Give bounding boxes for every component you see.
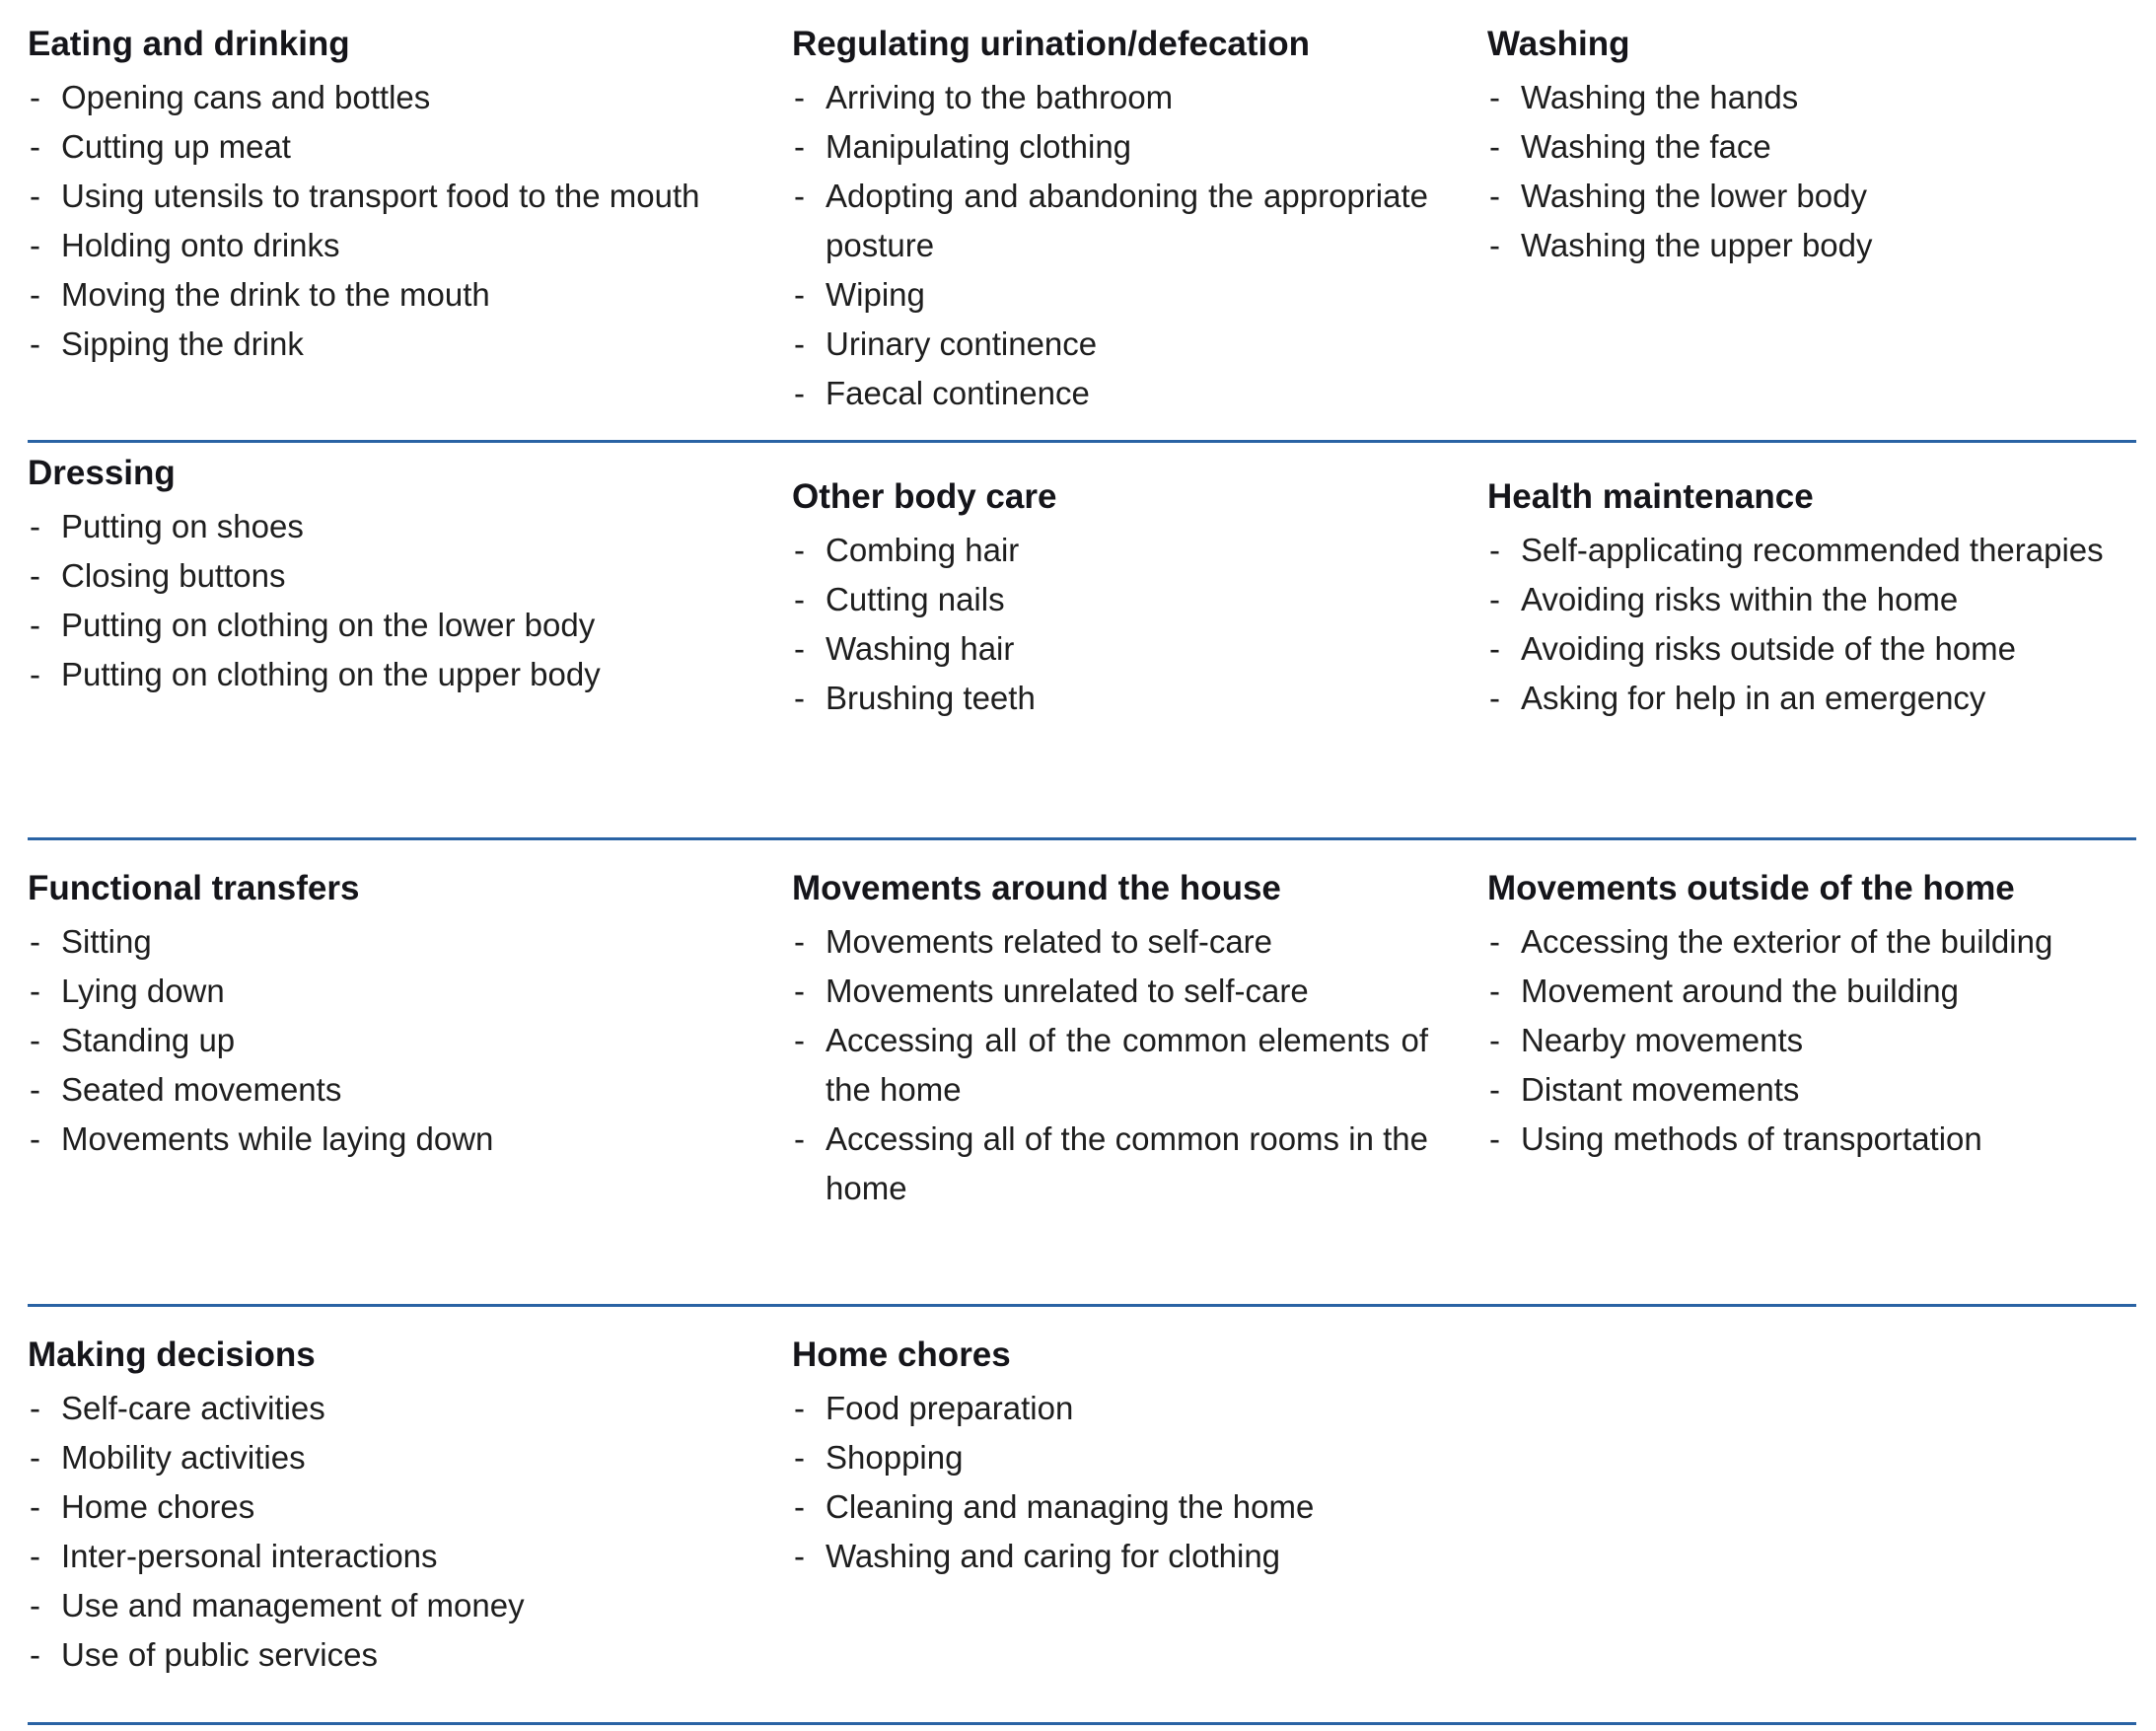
activity-list — [792, 917, 1428, 1213]
activity-item: - Movement around the building — [1487, 967, 2126, 1016]
table-row-4 — [28, 1304, 2136, 1725]
category-dressing — [28, 449, 792, 837]
category-title: Dressing — [28, 454, 176, 492]
category-other-body-care — [792, 449, 1487, 837]
activity-item: - Use of public services — [28, 1630, 733, 1680]
activity-item: - Holding onto drinks — [28, 221, 733, 270]
activity-item: - Washing and caring for clothing — [792, 1532, 1477, 1581]
category-regulating-urination-defecation — [792, 20, 1487, 440]
category-title: Other body care — [792, 477, 1057, 516]
category-title: Eating and drinking — [28, 25, 350, 63]
category-health-maintenance — [1487, 449, 2136, 837]
activity-item: - Distant movements — [1487, 1065, 2126, 1115]
activity-item: - Self-applicating recommended therapies — [1487, 526, 2126, 575]
activity-item: - Using utensils to transport food to the mouth — [28, 172, 733, 221]
activity-item: - Use and management of money — [28, 1581, 733, 1630]
activity-item: - Shopping — [792, 1433, 1477, 1482]
activity-item: - Inter-personal interactions — [28, 1532, 733, 1581]
activity-item: - Urinary continence — [792, 320, 1428, 369]
category-title: Functional transfers — [28, 869, 360, 907]
activity-item: - Manipulating clothing — [792, 122, 1428, 172]
category-home-chores — [792, 1331, 1487, 1722]
activity-item: - Nearby movements — [1487, 1016, 2126, 1065]
activity-item: - Putting on clothing on the upper body — [28, 650, 733, 699]
activity-list — [1487, 73, 2126, 270]
activity-item: - Washing the face — [1487, 122, 2126, 172]
activity-item: - Seated movements — [28, 1065, 733, 1115]
category-title: Washing — [1487, 25, 1630, 63]
activity-item: - Accessing the exterior of the building — [1487, 917, 2126, 967]
activity-list — [28, 917, 733, 1164]
activity-list — [28, 73, 733, 369]
category-title: Health maintenance — [1487, 477, 1814, 516]
activity-item: - Brushing teeth — [792, 674, 1428, 723]
category-eating-and-drinking — [28, 20, 792, 440]
category-movements-outside-of-the-home — [1487, 864, 2136, 1304]
category-title: Movements outside of the home — [1487, 869, 2015, 907]
activity-list — [792, 1384, 1477, 1581]
activity-item: - Home chores — [28, 1482, 733, 1532]
activity-item: - Accessing all of the common elements of the home — [792, 1016, 1428, 1115]
category-making-decisions — [28, 1331, 792, 1722]
activity-item: - Cutting up meat — [28, 122, 733, 172]
activity-item: - Arriving to the bathroom — [792, 73, 1428, 122]
activity-item: - Washing the upper body — [1487, 221, 2126, 270]
activity-item: - Cleaning and managing the home — [792, 1482, 1477, 1532]
activity-item: - Washing hair — [792, 624, 1428, 674]
activity-item: - Putting on shoes — [28, 502, 733, 551]
activity-item: - Lying down — [28, 967, 733, 1016]
category-title: Movements around the house — [792, 869, 1281, 907]
activity-item: - Opening cans and bottles — [28, 73, 733, 122]
activity-item: - Self-care activities — [28, 1384, 733, 1433]
activity-item: - Moving the drink to the mouth — [28, 270, 733, 320]
category-functional-transfers — [28, 864, 792, 1304]
activity-item: - Movements related to self-care — [792, 917, 1428, 967]
activity-item: - Using methods of transportation — [1487, 1115, 2126, 1164]
activity-item: - Faecal continence — [792, 369, 1428, 418]
activity-item: - Movements unrelated to self-care — [792, 967, 1428, 1016]
activity-item: - Avoiding risks within the home — [1487, 575, 2126, 624]
activity-list — [1487, 917, 2126, 1164]
activity-list — [1487, 526, 2126, 723]
category-movements-around-the-house — [792, 864, 1487, 1304]
category-title: Making decisions — [28, 1335, 316, 1374]
activity-item: - Washing the lower body — [1487, 172, 2126, 221]
activity-item: - Standing up — [28, 1016, 733, 1065]
activity-item: - Avoiding risks outside of the home — [1487, 624, 2126, 674]
activity-item: - Wiping — [792, 270, 1428, 320]
activity-list — [28, 1384, 733, 1680]
activity-item: - Mobility activities — [28, 1433, 733, 1482]
category-washing — [1487, 20, 2136, 440]
activity-item: - Food preparation — [792, 1384, 1477, 1433]
activity-list — [28, 502, 733, 699]
table-row-2 — [28, 440, 2136, 837]
activity-item: - Asking for help in an emergency — [1487, 674, 2126, 723]
activity-list — [792, 73, 1428, 418]
activity-item: - Washing the hands — [1487, 73, 2126, 122]
activity-item: - Cutting nails — [792, 575, 1428, 624]
table-row-3 — [28, 837, 2136, 1304]
activity-item: - Combing hair — [792, 526, 1428, 575]
activity-item: - Adopting and abandoning the appropriate posture — [792, 172, 1428, 270]
activity-item: - Closing buttons — [28, 551, 733, 601]
table-row-1 — [28, 14, 2136, 440]
activity-item: - Sitting — [28, 917, 733, 967]
activity-item: - Movements while laying down — [28, 1115, 733, 1164]
activity-item: - Sipping the drink — [28, 320, 733, 369]
activity-list — [792, 526, 1428, 723]
category-title: Regulating urination/defecation — [792, 25, 1311, 63]
activity-item: - Putting on clothing on the lower body — [28, 601, 733, 650]
category-title: Home chores — [792, 1335, 1011, 1374]
activity-item: - Accessing all of the common rooms in the home — [792, 1115, 1428, 1213]
